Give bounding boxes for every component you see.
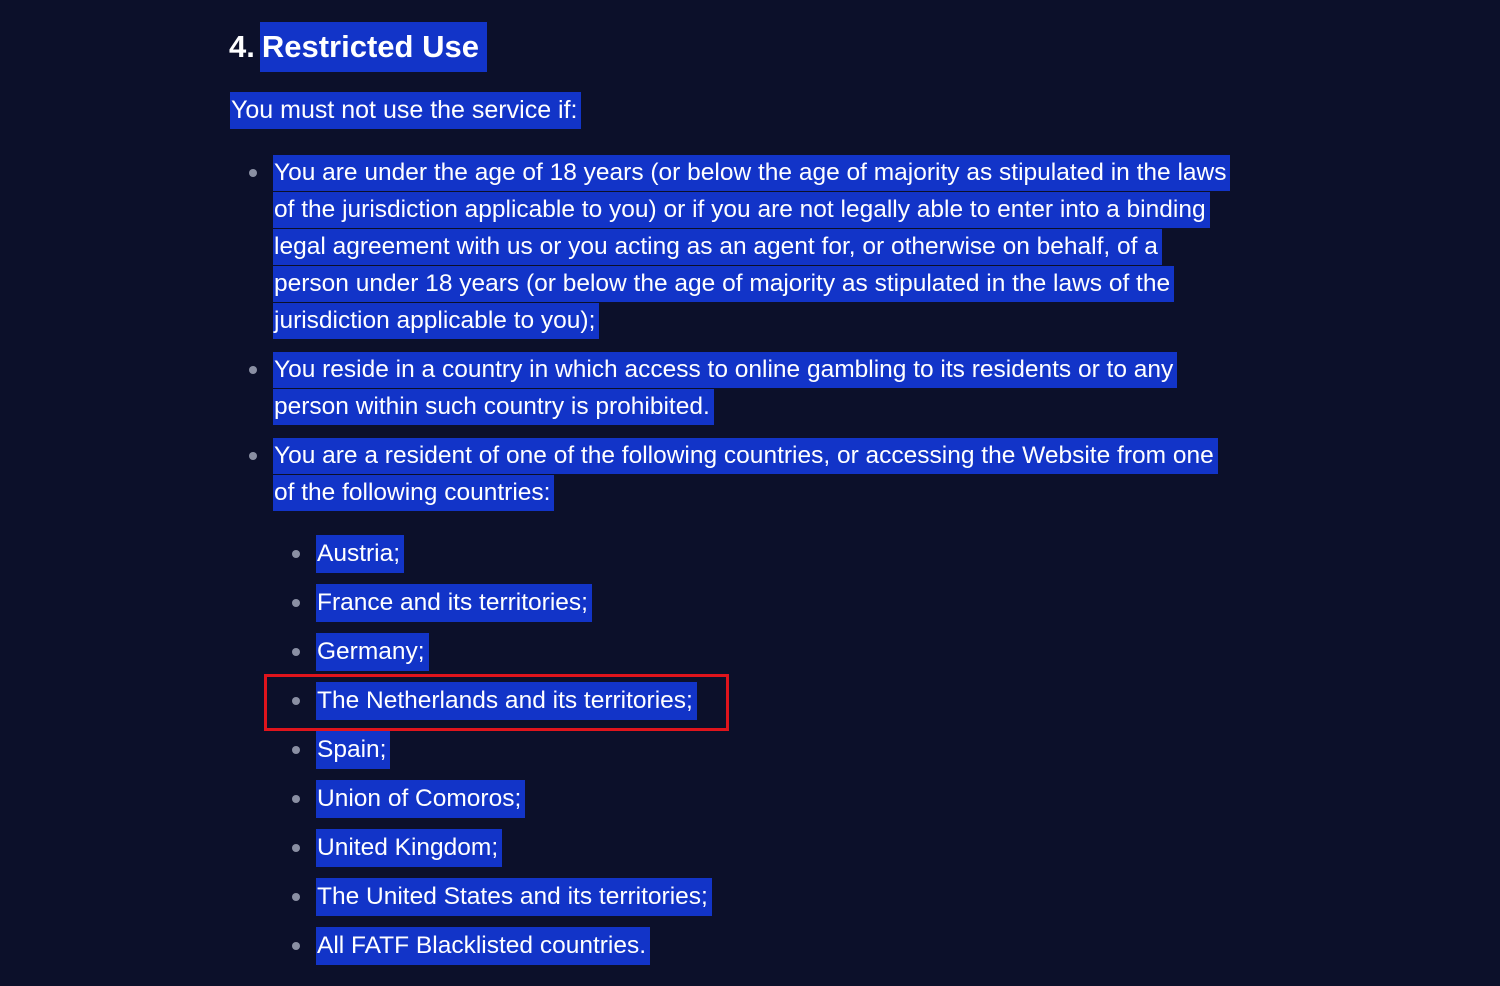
country-item: Austria; bbox=[316, 535, 404, 572]
country-item: France and its territories; bbox=[316, 584, 592, 621]
country-item-highlighted: The Netherlands and its territories; bbox=[316, 682, 697, 719]
condition-item-age: You are under the age of 18 years (or below the age of majority as stipulated in the laws of the jurisdiction applicable to you) or if you are not legally able to enter into a binding legal agreement with us or you acting as an agent for, or otherwise on behalf, of a person under 18 years (or below the age of majority as stipulated in the laws of the jurisdiction applicable to you); bbox=[273, 154, 1233, 339]
section-number: 4. bbox=[229, 29, 255, 64]
country-item: Germany; bbox=[316, 633, 429, 670]
bullet-dot bbox=[249, 366, 257, 374]
country-item: Spain; bbox=[316, 731, 390, 768]
bullet-dot bbox=[292, 648, 300, 656]
section-title-text: Restricted Use bbox=[260, 22, 487, 72]
bullet-dot bbox=[292, 844, 300, 852]
bullet-dot bbox=[249, 452, 257, 460]
bullet-dot bbox=[292, 942, 300, 950]
country-item: United Kingdom; bbox=[316, 829, 502, 866]
bullet-dot bbox=[292, 550, 300, 558]
country-item: All FATF Blacklisted countries. bbox=[316, 927, 650, 964]
bullet-dot bbox=[292, 697, 300, 705]
bullet-dot bbox=[292, 893, 300, 901]
bullet-dot bbox=[292, 795, 300, 803]
bullet-dot bbox=[249, 169, 257, 177]
condition-item-restricted-countries: You are a resident of one of the following countries, or accessing the Website from one of the following countries: bbox=[273, 437, 1233, 511]
bullet-dot bbox=[292, 599, 300, 607]
bullet-dot bbox=[292, 746, 300, 754]
country-item: Union of Comoros; bbox=[316, 780, 525, 817]
condition-item-residence: You reside in a country in which access to online gambling to its residents or to any person within such country is prohibited. bbox=[273, 351, 1233, 425]
section-title bbox=[229, 22, 487, 72]
intro-text: You must not use the service if: bbox=[230, 92, 581, 129]
country-item: The United States and its territories; bbox=[316, 878, 712, 915]
